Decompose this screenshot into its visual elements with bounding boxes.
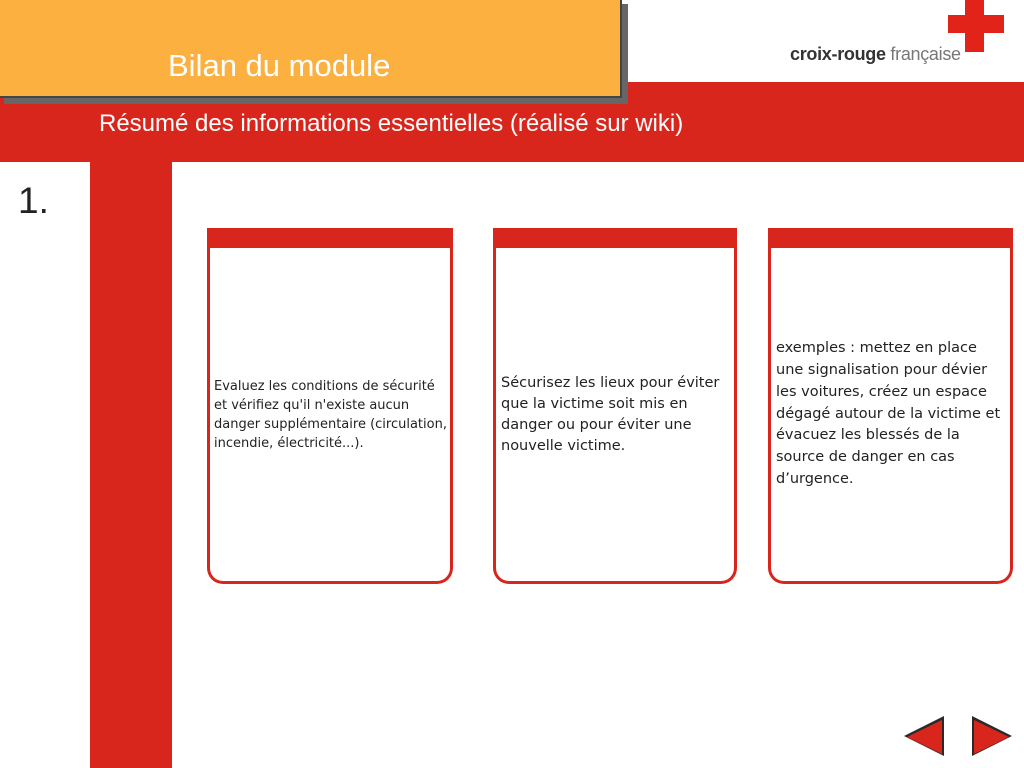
brand-name-light: française bbox=[885, 44, 961, 64]
card-header bbox=[207, 228, 453, 248]
card-text: Sécurisez les lieux pour éviter que la victime soit mis en danger ou pour éviter une nouvelle victime. bbox=[501, 374, 720, 454]
cross-horizontal-bar bbox=[948, 15, 1004, 33]
card-body bbox=[499, 248, 731, 581]
brand-name-bold: croix-rouge bbox=[790, 44, 886, 64]
card-body bbox=[213, 248, 447, 581]
card-text: Evaluez les conditions de sécurité et vérifiez qu'il n'existe aucun danger supplémentaire (circulation, incendie, électricité...). bbox=[214, 378, 447, 451]
page-subtitle: Résumé des informations essentielles (réalisé sur wiki) bbox=[99, 110, 684, 137]
triangle-left-icon bbox=[904, 716, 944, 756]
red-cross-icon bbox=[948, 0, 1004, 52]
info-card-2 bbox=[493, 228, 737, 584]
page-title: Bilan du module bbox=[168, 48, 391, 83]
info-card-3 bbox=[768, 228, 1013, 584]
brand-logo-text bbox=[790, 44, 961, 65]
triangle-right-icon bbox=[972, 716, 1012, 756]
card-text: exemples : mettez en place une signalisation pour dévier les voitures, créez un espace dégagé autour de la victime et évacuez les blessés de la source de danger en cas d’urgence. bbox=[776, 340, 1001, 487]
step-number: 1. bbox=[18, 180, 49, 221]
info-card-1 bbox=[207, 228, 453, 584]
previous-slide-button[interactable] bbox=[904, 716, 944, 756]
card-header bbox=[768, 228, 1013, 248]
card-body bbox=[774, 248, 1007, 581]
card-header bbox=[493, 228, 737, 248]
next-slide-button[interactable] bbox=[972, 716, 1012, 756]
left-red-bar bbox=[90, 162, 172, 768]
